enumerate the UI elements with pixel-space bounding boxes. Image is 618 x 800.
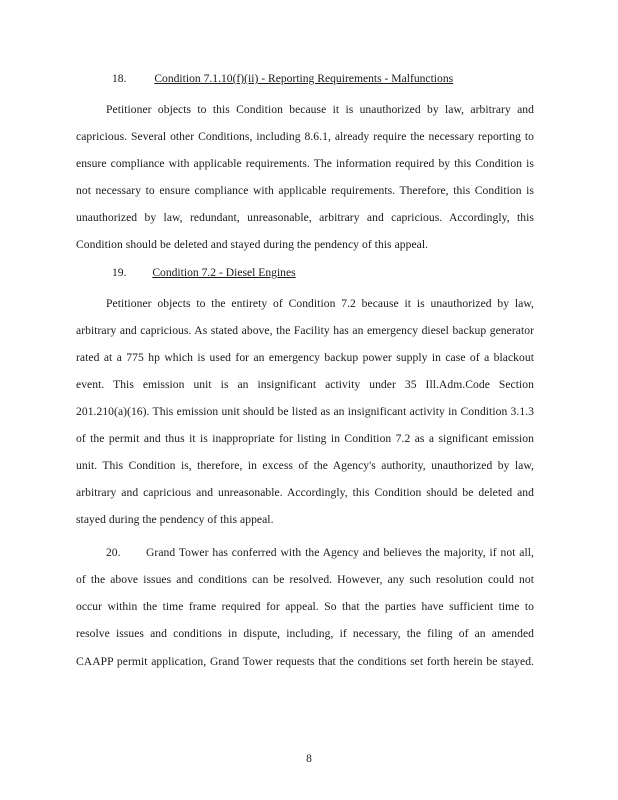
heading-title: - Reporting Requirements - Malfunctions	[258, 72, 454, 85]
section-number: 19.	[112, 266, 127, 279]
paragraph-line: Condition should be deleted and stayed during the pendency of this appeal.	[76, 238, 429, 251]
paragraph-line: occur within the time frame required for appeal. So that the parties have sufficient time to	[76, 600, 534, 613]
paragraph-line: of the above issues and conditions can be resolved. However, any such resolution could not	[76, 573, 534, 586]
paragraph-line: Petitioner objects to the entirety of Condition 7.2 because it is unauthorized by law,	[106, 297, 534, 310]
paragraph-line: rated at a 775 hp which is used for an emergency backup power supply in case of a blackout	[76, 351, 534, 364]
paragraph-line: CAAPP permit application, Grand Tower requests that the conditions set forth herein be stayed.	[76, 655, 534, 668]
section-20-number: 20.	[106, 546, 121, 559]
paragraph-line: Grand Tower has conferred with the Agency and believes the majority, if not all,	[146, 546, 534, 559]
paragraph-line: resolve issues and conditions in dispute, including, if necessary, the filing of an amended	[76, 627, 534, 640]
paragraph-line: arbitrary and capricious and unreasonable. Accordingly, this Condition should be deleted and	[76, 486, 534, 499]
paragraph-line: of the permit and thus it is inappropriate for listing in Condition 7.2 as a significant emission	[76, 432, 534, 445]
section-18-heading	[112, 72, 453, 86]
heading-title: - Diesel Engines	[216, 266, 296, 279]
paragraph-line: unit. This Condition is, therefore, in excess of the Agency's authority, unauthorized by law,	[76, 459, 534, 472]
paragraph-line: not necessary to ensure compliance with applicable requirements. Therefore, this Condition is	[76, 184, 534, 197]
page-number: 8	[306, 752, 312, 765]
paragraph-line: arbitrary and capricious. As stated above, the Facility has an emergency diesel backup generator	[76, 324, 534, 337]
section-19-heading	[112, 266, 296, 280]
paragraph-line: stayed during the pendency of this appeal.	[76, 513, 274, 526]
paragraph-line: ensure compliance with applicable requirements. The information required by this Condition is	[76, 157, 534, 170]
section-number: 18.	[112, 72, 127, 85]
paragraph-line: event. This emission unit is an insignificant activity under 35 Ill.Adm.Code Section	[76, 378, 534, 391]
paragraph-line: Petitioner objects to this Condition because it is unauthorized by law, arbitrary and	[106, 103, 534, 116]
paragraph-line: unauthorized by law, redundant, unreasonable, arbitrary and capricious. Accordingly, this	[76, 211, 534, 224]
condition-reference: Condition 7.1.10(f)(ii)	[154, 72, 259, 85]
paragraph-line: 201.210(a)(16). This emission unit should be listed as an insignificant activity in Condition 3.1.3	[76, 405, 534, 418]
paragraph-line: capricious. Several other Conditions, including 8.6.1, already require the necessary reporting to	[76, 130, 534, 143]
condition-reference: Condition 7.2	[152, 266, 217, 279]
